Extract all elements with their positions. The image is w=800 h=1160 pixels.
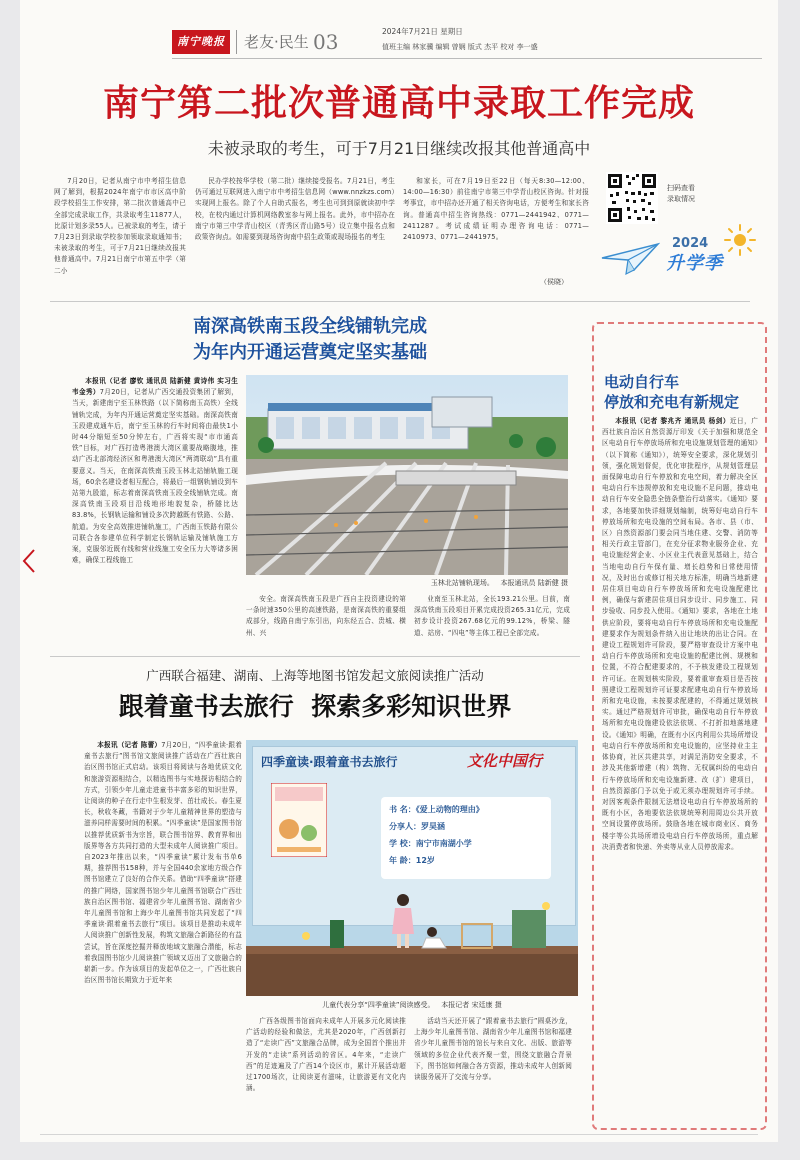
poster-row: 年 龄：12岁 [389, 856, 435, 865]
story3-body: 本报讯（记者 黎兆齐 通讯员 杨剑）近日，广西壮族自治区自然资源厅印发《关于加强和规范全区电动自行车停放场所和充电设施规划管理的通知》（以下简称《通知》），统筹安全要求，深化规划引领，强化规划督促，优化审批程序，从规划管理层面保障电动自行车停放和充电空间，着力解决全区电动自行车违规停放和充电设施不足问题，推动电动自行车安全隐患全链条整治行动落实。《通知》要求，各地要加快详细规划编制，统筹好电动自行车停放场所和充电设施的空间布局。各市、县（市、区）自然资源部门要会同当地住建、交警、消防等相关行政主管部门，在充分征求物业服务企业、充电设施经营企业、小区业主代表意见基础上，结合当地电动自行车保有量、增长趋势和日常使用情况，及时出台或修订相关地方标准，明确当地新建居住项目电动自行车停放场所和充电设施配建比例，确保与新建居住项目同步设计、同步施工、同步验收、同步投入使用。《通知》要求，各地在土地供应阶段，要将电动自行车停放场所和充电设施配建要求作为规划条件纳入出让地块的出让合同。在建设工程规划许可阶段，要严格审查设计方案中电动自行车停放场所和充电设施的配建比例、规模和位置，不符合配建要求的，不予核发建设工程规划许可证。在规划核实阶段，要着重审查项目是否按照建设工程规划许可证要求配建电动自行车停放场所和充电设施，未按要求配建的，不得通过规划核实。通过严格规划许可审批，确保电动自行车停放场所和充电设施建设依法依规、不打折扣地落地建设。《通知》明确，在既有小区内利用公共场所增设电动自行车停放场所和充电设施的，应坚持业主主体协商，社区共建共享，对满足消防安全要求，不涉及其他新增建（构）筑物、无权属纠纷的电动自行车停放场所和充电设施新建、改（扩）建项目，自然资源部门予以免于或无须办理规划许可手续。对因客观条件限制无法增设电动自行车停放场所的既有小区，各地要依法依规统筹利用周边公共开放空间设置停放场所。鼓励各地在城市商业区、商务楼宇等公共场所增设电动自行车停放场所，重点解决消费者和快递、外卖等从业人员停放需求。 [602, 417, 758, 851]
section-divider [236, 30, 237, 54]
reading-event-photo [246, 740, 578, 996]
story4-headline: 跟着童书去旅行 探索多彩知识世界 [118, 692, 512, 721]
page-number: 03 [313, 30, 339, 54]
story1-column-2: 民办学校按华学校（第二批）继续接受报名。7月21日，考生仍可通过互联网进入南宁市中考招生信息网（www.nnzkzs.com）实现网上报名。除了个人自助式报名，考生也可到到原就读初中学校，在校内通过计算机网络教室参与网上报名。此外，市中招办在南宁市第三中学青山校区（青秀区青山路5号）设立集中报名点和政策咨询点。如需要到现场咨询南中招生政策或现场报名的考生 [195, 177, 395, 242]
story4-column-1: 本报讯（记者 陈蕾）7月20日，“四季童读·跟着童书去旅行”图书馆文旅阅读推广活动在广西壮族自治区图书馆正式启动。该项目将阅读与各地优质文化和旅游资源相结合，以精选图书与实地探访相结合的方式，引领少年儿童走进童书丰富多彩的知识世界，让阅读的种子在行走中生根发芽、茁壮成长。春生夏长，秋收冬藏，书籍对于少年儿童精神世界的塑造与滋养同样需要时间的积累。“四季童读”是国家图书馆以推荐优质新书为宗旨，联合图书馆界、教育界和出版界等各方共同打造的大型未成年人阅读推广项目。自2023年推出以来，“四季童读”累计发布书单6期，推荐图书158种，并与全国440余家地方级合作图书馆建立了良好的合作关系。借助“四季童读”搭建的推广网络，国家图书馆少年儿童图书馆联合广西壮族自治区图书馆、福建省少年儿童图书馆、湖南省少年儿童图书馆和上海少年儿童图书馆共同发起了“四季童读·跟着童书去旅行”项目。该项目是推动未成年人阅读推广创新性发展，构筑文旅融合新路径的有益尝试，旨在深度挖掘并释放地域文旅融合潜能，标志着我国图书馆少儿阅读推广领域又迈出了文旅融合的崭新一步。作为该项目的发起单位之一，广西壮族自治区图书馆长期致力于近年来 [84, 741, 242, 985]
newspaper-logo: 南宁晚报 [172, 30, 230, 54]
child-speaker [392, 894, 414, 948]
story2-column-3: 业南至玉林北站，全长193.21公里。目前，南深高铁南玉段项目开累完成投资265.31亿元，完成初步设计投资267.68亿元的99.12%，桥梁、隧道、站房、“四电”等主体工程已全部完成。 [414, 595, 570, 637]
sun-icon [722, 222, 758, 258]
book-cover-image [271, 783, 327, 857]
section-name: 老友·民生 [244, 33, 309, 51]
stage-scene [246, 890, 578, 996]
poster-row: 书 名：《爱上动物的理由》 [389, 805, 484, 814]
poster-row: 学 校：南宁市南湖小学 [389, 839, 472, 848]
qr-code[interactable] [606, 172, 658, 224]
poster-title: 四季童读·跟着童书去旅行 [261, 755, 398, 769]
story4-kicker: 广西联合福建、湖南、上海等地图书馆发起文旅阅读推广活动 [146, 668, 484, 683]
story2-column-2: 安全。南深高铁南玉段是广西自主投资建设的第一条时速350公里的高速铁路，是南深高铁的重要组成部分，线路自南宁东引出，向东经五合、贵城、横州、兴 [246, 595, 406, 637]
rule-above-story4 [50, 656, 580, 657]
page-bottom-rule [40, 1134, 758, 1135]
season-year: 2024 [672, 236, 709, 251]
story4-photo-caption: 儿童代表分享“四季童读”阅读感受。 本报记者 宋廷康 摄 [322, 1001, 502, 1009]
season-badge: 升学季 [666, 253, 723, 274]
story3-lead: 本报讯（记者 黎兆齐 通讯员 杨剑） [615, 417, 730, 425]
story3-headline-line2: 停放和充电有新规定 [604, 393, 740, 411]
left-edge-chevron-icon [22, 548, 36, 574]
poster-brand: 文化中国行 [467, 752, 543, 770]
story3-headline-line1: 电动自行车 [604, 373, 680, 391]
story4-column-3: 活动当天还开展了“跟着童书去旅行”圆桌沙龙，上海少年儿童图书馆、湖南省少年儿童图书馆和福建省少年儿童图书馆的馆长与来自文化、出版、旅游等领域的多位企业代表齐聚一堂，围绕文旅融合背景下，图书馆如何融合各方资源，推动未成年人创新阅读服务展开了交流与分享。 [414, 1017, 572, 1082]
main-headline: 南宁第二批次普通高中录取工作完成 [102, 82, 695, 124]
editor-credits: 值班主编 林家骥 编辑 曾娴 版式 杰平 校对 李一盛 [382, 43, 538, 51]
poster-row: 分享人：罗昊涵 [389, 822, 445, 831]
child-performer [422, 927, 446, 948]
story1-column-1: 7月20日，记者从南宁市中考招生信息网了解到，根据2024年南宁市市区高中阶段学校招生工作安排，第二批次普通高中已全部完成录取工作，共录取考生11877人，比原计划多录55人。已被录取的考生，请于7月23日到录取学校参加领取录取通知书；未被录取的考生，可于7月21日继续改报其他普通高中。7月21日南宁市第五中学（第二小 [54, 177, 186, 275]
story2-photo-caption: 玉林北站铺轨现场。 本报通讯员 陆新健 摄 [430, 579, 568, 587]
newspaper-page [20, 0, 778, 1142]
story1-byline: （侯晓） [540, 278, 568, 286]
rule-below-story1 [50, 301, 750, 302]
railway-station-photo [246, 375, 568, 575]
story1-column-3: 和家长，可在7月19日至22日（每天8:30—12:00、14:00—16:30）前往南宁市第三中学青山校区咨询。针对报考事宜，市中招办还开通了相关咨询电话，方便考生和家长咨询。普通高中招生咨询热线：0771—2441942、0771—2411287。考试成绩证明办理咨询电话：0771—2410973、0771—2441975。 [403, 177, 589, 242]
story2-column-1: 本报讯（记者 廖钦 通讯员 陆新健 黄诗伟 实习生 韦金秀）7月20日，记者从广西交通投资集团了解到，当天，新建南宁至玉林铁路（以下简称南玉高铁）全线铺轨完成，为年内开通运营奠定坚实基础。南深高铁南玉段建成通车后，南宁至玉林的行车时间将由最快1小时44分缩短至50分钟左右，广西将实现“市市通高铁”目标，对广西打造粤港澳大湾区重要战略腹地，推动广西北部湾经济区和粤港澳大湾区“两湾联动”具有重要意义。当天，在南深高铁南玉段玉林北站铺轨施工现场，60余名建设者相互配合，将最后一组钢轨铺设到车站第九股道，标志着南深高铁南玉段全线铺轨完成。南深高铁南玉段项目沿线地形地貌复杂，桥隧比达83.8%，长钢轨运输和铺设多次跨越既有铁路、公路、航道。为安全高效推进铺轨施工，广西南玉铁路有限公司联合各参建单位科学制定长钢轨运输及铺轨施工方案，克服邻近既有线和营业线施工安全压力大等诸多困难，确保工程线施工 [72, 377, 238, 565]
story2-headline-line1: 南深高铁南玉段全线铺轨完成 [193, 316, 427, 337]
story2-lead: 本报讯（记者 廖钦 通讯员 陆新健 黄诗伟 实习生 韦金秀） [72, 377, 238, 397]
poster-info-card [381, 797, 551, 879]
story2-headline-line2: 为年内开通运营奠定坚实基础 [193, 342, 427, 363]
qr-caption: 扫码查看 录取情况 [667, 184, 695, 203]
issue-date: 2024年7月21日 星期日 [382, 27, 463, 36]
masthead [20, 0, 778, 60]
story4-column-2: 广西各级图书馆面向未成年人开展多元化阅读推广活动的经验和做法，尤其是2020年，广西创新打造了“走读广西”文旅融合品牌，成为全国首个推出并开发的“走读”系列活动的省区。4年来，“走读广西”的足迹遍及了广西14个设区市，累计开展活动超过1700场次，让阅读更有滋味，让旅游更有文化内涵。 [246, 1017, 406, 1093]
paper-plane-icon [600, 240, 660, 278]
main-subheadline: 未被录取的考生，可于7月21日继续改报其他普通高中 [207, 139, 591, 158]
masthead-rule [172, 58, 762, 59]
story4-lead: 本报讯（记者 陈蕾） [97, 741, 162, 749]
